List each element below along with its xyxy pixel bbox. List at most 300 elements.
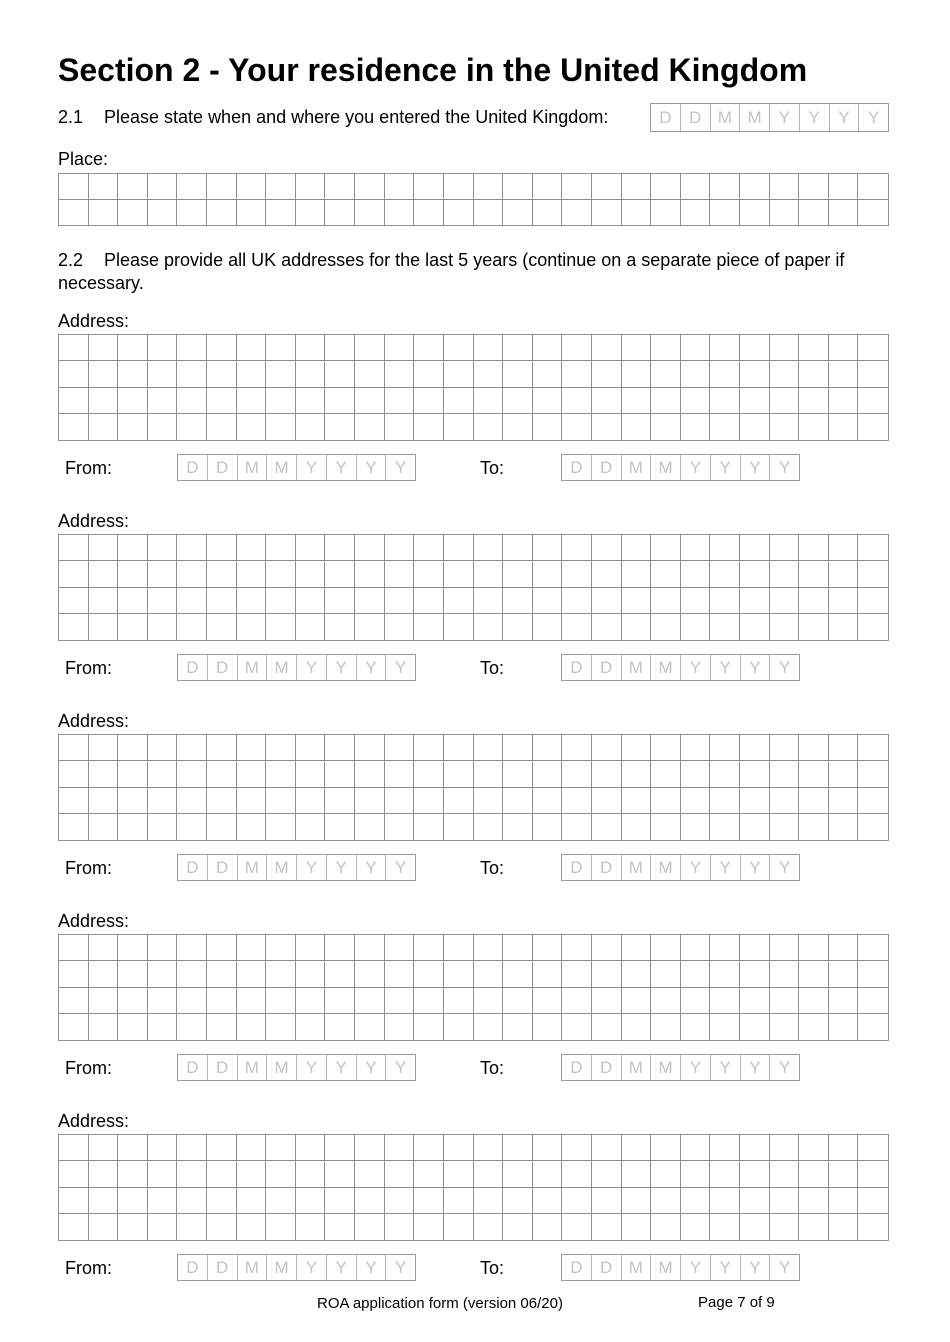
- character-box[interactable]: [533, 788, 563, 814]
- character-box[interactable]: [296, 988, 326, 1014]
- character-box[interactable]: [414, 988, 444, 1014]
- character-box[interactable]: [770, 561, 800, 587]
- character-box[interactable]: [207, 200, 237, 226]
- character-box[interactable]: [177, 1214, 207, 1240]
- character-box[interactable]: [118, 388, 148, 414]
- character-box[interactable]: [651, 814, 681, 840]
- character-box[interactable]: [770, 961, 800, 987]
- character-box[interactable]: [622, 814, 652, 840]
- month-box[interactable]: M: [711, 104, 741, 131]
- character-box[interactable]: [770, 935, 800, 961]
- character-box[interactable]: [533, 961, 563, 987]
- character-box[interactable]: [799, 335, 829, 361]
- character-box[interactable]: [148, 1188, 178, 1214]
- character-box[interactable]: [59, 414, 89, 440]
- character-box[interactable]: [296, 761, 326, 787]
- character-box[interactable]: [503, 1135, 533, 1161]
- character-box[interactable]: [651, 1188, 681, 1214]
- character-box[interactable]: [444, 1014, 474, 1040]
- character-box[interactable]: [533, 1161, 563, 1187]
- character-box[interactable]: [770, 788, 800, 814]
- character-box[interactable]: [89, 535, 119, 561]
- character-box[interactable]: [829, 1161, 859, 1187]
- character-box[interactable]: [177, 761, 207, 787]
- character-box[interactable]: [533, 935, 563, 961]
- character-box[interactable]: [266, 535, 296, 561]
- character-box[interactable]: [118, 961, 148, 987]
- character-box[interactable]: [89, 200, 119, 226]
- character-box[interactable]: [533, 414, 563, 440]
- character-box[interactable]: [177, 588, 207, 614]
- character-box[interactable]: [148, 1161, 178, 1187]
- character-box[interactable]: [237, 174, 267, 200]
- character-box[interactable]: [237, 535, 267, 561]
- character-box[interactable]: [710, 535, 740, 561]
- character-box[interactable]: [444, 1135, 474, 1161]
- character-box[interactable]: [592, 761, 622, 787]
- character-box[interactable]: [89, 335, 119, 361]
- character-box[interactable]: [503, 335, 533, 361]
- character-box[interactable]: [799, 588, 829, 614]
- month-box[interactable]: M: [622, 455, 652, 480]
- character-box[interactable]: [444, 361, 474, 387]
- character-box[interactable]: [651, 561, 681, 587]
- character-box[interactable]: [266, 174, 296, 200]
- character-box[interactable]: [651, 614, 681, 640]
- character-box[interactable]: [770, 200, 800, 226]
- character-box[interactable]: [474, 735, 504, 761]
- character-box[interactable]: [592, 361, 622, 387]
- character-box[interactable]: [533, 535, 563, 561]
- character-box[interactable]: [474, 988, 504, 1014]
- character-box[interactable]: [385, 588, 415, 614]
- character-box[interactable]: [414, 1214, 444, 1240]
- month-box[interactable]: M: [651, 855, 681, 880]
- character-box[interactable]: [148, 788, 178, 814]
- month-box[interactable]: M: [651, 655, 681, 680]
- character-box[interactable]: [355, 735, 385, 761]
- character-box[interactable]: [385, 1135, 415, 1161]
- character-box[interactable]: [740, 614, 770, 640]
- character-box[interactable]: [414, 588, 444, 614]
- character-box[interactable]: [444, 414, 474, 440]
- character-box[interactable]: [681, 935, 711, 961]
- character-box[interactable]: [59, 174, 89, 200]
- character-box[interactable]: [207, 561, 237, 587]
- character-box[interactable]: [799, 788, 829, 814]
- character-box[interactable]: [59, 935, 89, 961]
- character-box[interactable]: [444, 935, 474, 961]
- character-box[interactable]: [681, 361, 711, 387]
- character-box[interactable]: [740, 788, 770, 814]
- character-box[interactable]: [858, 361, 888, 387]
- character-box[interactable]: [385, 200, 415, 226]
- character-box[interactable]: [651, 174, 681, 200]
- character-box[interactable]: [533, 174, 563, 200]
- character-box[interactable]: [592, 1161, 622, 1187]
- character-box[interactable]: [89, 961, 119, 987]
- character-box[interactable]: [296, 388, 326, 414]
- character-box[interactable]: [858, 414, 888, 440]
- character-box[interactable]: [562, 174, 592, 200]
- character-box[interactable]: [266, 561, 296, 587]
- character-box[interactable]: [207, 1014, 237, 1040]
- character-box[interactable]: [266, 414, 296, 440]
- character-box[interactable]: [503, 388, 533, 414]
- character-box[interactable]: [533, 561, 563, 587]
- character-box[interactable]: [414, 561, 444, 587]
- character-box[interactable]: [148, 561, 178, 587]
- character-box[interactable]: [829, 935, 859, 961]
- year-box[interactable]: Y: [867, 107, 880, 127]
- character-box[interactable]: [118, 588, 148, 614]
- character-box[interactable]: [385, 735, 415, 761]
- year-box[interactable]: Y: [800, 104, 830, 131]
- character-box[interactable]: [207, 588, 237, 614]
- character-box[interactable]: [474, 588, 504, 614]
- month-box[interactable]: M: [267, 655, 297, 680]
- character-box[interactable]: [681, 535, 711, 561]
- character-box[interactable]: [148, 1135, 178, 1161]
- character-box[interactable]: [858, 788, 888, 814]
- character-box[interactable]: [89, 988, 119, 1014]
- year-box[interactable]: Y: [327, 855, 357, 880]
- character-box[interactable]: [740, 561, 770, 587]
- character-box[interactable]: [622, 614, 652, 640]
- character-box[interactable]: [651, 1014, 681, 1040]
- character-box[interactable]: [385, 614, 415, 640]
- character-box[interactable]: [562, 988, 592, 1014]
- character-box[interactable]: [237, 1188, 267, 1214]
- character-box[interactable]: [799, 1188, 829, 1214]
- character-box[interactable]: [237, 961, 267, 987]
- character-box[interactable]: [829, 361, 859, 387]
- character-box[interactable]: [89, 588, 119, 614]
- character-box[interactable]: [770, 1214, 800, 1240]
- character-box[interactable]: [858, 814, 888, 840]
- character-box[interactable]: [118, 535, 148, 561]
- character-box[interactable]: [858, 735, 888, 761]
- entry-date-field[interactable]: [650, 103, 889, 132]
- character-box[interactable]: [237, 1214, 267, 1240]
- character-box[interactable]: [444, 614, 474, 640]
- character-box[interactable]: [355, 174, 385, 200]
- year-box[interactable]: Y: [711, 455, 741, 480]
- character-box[interactable]: [533, 735, 563, 761]
- character-box[interactable]: [799, 388, 829, 414]
- character-box[interactable]: [740, 1161, 770, 1187]
- year-box[interactable]: Y: [394, 1057, 407, 1077]
- day-box[interactable]: D: [178, 1255, 208, 1280]
- character-box[interactable]: [533, 361, 563, 387]
- character-box[interactable]: [503, 1014, 533, 1040]
- character-box[interactable]: [444, 961, 474, 987]
- character-box[interactable]: [503, 361, 533, 387]
- character-box[interactable]: [622, 535, 652, 561]
- character-box[interactable]: [266, 935, 296, 961]
- character-box[interactable]: [858, 614, 888, 640]
- character-box[interactable]: [414, 935, 444, 961]
- character-box[interactable]: [740, 388, 770, 414]
- character-box[interactable]: [533, 761, 563, 787]
- character-box[interactable]: [355, 1214, 385, 1240]
- character-box[interactable]: [770, 335, 800, 361]
- year-box[interactable]: Y: [711, 855, 741, 880]
- character-box[interactable]: [385, 1214, 415, 1240]
- character-box[interactable]: [296, 174, 326, 200]
- character-box[interactable]: [858, 935, 888, 961]
- character-box[interactable]: [562, 561, 592, 587]
- character-box[interactable]: [325, 735, 355, 761]
- day-box[interactable]: D: [592, 455, 622, 480]
- year-box[interactable]: Y: [681, 855, 711, 880]
- character-box[interactable]: [237, 735, 267, 761]
- character-box[interactable]: [355, 1014, 385, 1040]
- character-box[interactable]: [562, 335, 592, 361]
- character-box[interactable]: [681, 1014, 711, 1040]
- character-box[interactable]: [503, 174, 533, 200]
- character-box[interactable]: [296, 414, 326, 440]
- character-box[interactable]: [177, 200, 207, 226]
- character-box[interactable]: [562, 814, 592, 840]
- character-box[interactable]: [118, 761, 148, 787]
- character-box[interactable]: [474, 1214, 504, 1240]
- character-box[interactable]: [770, 174, 800, 200]
- character-box[interactable]: [681, 961, 711, 987]
- character-box[interactable]: [296, 1214, 326, 1240]
- character-box[interactable]: [503, 761, 533, 787]
- month-box[interactable]: M: [622, 1055, 652, 1080]
- character-box[interactable]: [59, 961, 89, 987]
- character-box[interactable]: [414, 335, 444, 361]
- character-box[interactable]: [177, 614, 207, 640]
- character-box[interactable]: [148, 1214, 178, 1240]
- character-box[interactable]: [355, 388, 385, 414]
- character-box[interactable]: [770, 535, 800, 561]
- character-box[interactable]: [503, 414, 533, 440]
- character-box[interactable]: [503, 1188, 533, 1214]
- character-box[interactable]: [355, 561, 385, 587]
- character-box[interactable]: [325, 174, 355, 200]
- character-box[interactable]: [296, 200, 326, 226]
- character-box[interactable]: [829, 588, 859, 614]
- character-box[interactable]: [325, 1014, 355, 1040]
- character-box[interactable]: [296, 1014, 326, 1040]
- character-box[interactable]: [266, 988, 296, 1014]
- character-box[interactable]: [503, 614, 533, 640]
- character-box[interactable]: [444, 761, 474, 787]
- character-box[interactable]: [710, 961, 740, 987]
- year-box[interactable]: Y: [357, 1255, 387, 1280]
- character-box[interactable]: [858, 388, 888, 414]
- character-box[interactable]: [325, 561, 355, 587]
- day-box[interactable]: D: [562, 855, 592, 880]
- character-box[interactable]: [592, 1214, 622, 1240]
- day-box[interactable]: D: [592, 855, 622, 880]
- year-box[interactable]: Y: [741, 1255, 771, 1280]
- character-box[interactable]: [799, 200, 829, 226]
- character-box[interactable]: [266, 200, 296, 226]
- character-box[interactable]: [444, 788, 474, 814]
- character-box[interactable]: [474, 788, 504, 814]
- character-box[interactable]: [414, 961, 444, 987]
- character-box[interactable]: [562, 1188, 592, 1214]
- character-box[interactable]: [651, 988, 681, 1014]
- character-box[interactable]: [118, 414, 148, 440]
- character-box[interactable]: [651, 588, 681, 614]
- character-box[interactable]: [858, 561, 888, 587]
- day-box[interactable]: D: [562, 655, 592, 680]
- character-box[interactable]: [89, 735, 119, 761]
- character-box[interactable]: [770, 1188, 800, 1214]
- character-box[interactable]: [177, 1188, 207, 1214]
- character-box[interactable]: [858, 174, 888, 200]
- character-box[interactable]: [118, 1161, 148, 1187]
- year-box[interactable]: Y: [394, 1257, 407, 1277]
- character-box[interactable]: [622, 735, 652, 761]
- character-box[interactable]: [266, 1214, 296, 1240]
- character-box[interactable]: [592, 735, 622, 761]
- character-box[interactable]: [592, 414, 622, 440]
- character-box[interactable]: [829, 174, 859, 200]
- character-box[interactable]: [770, 614, 800, 640]
- character-box[interactable]: [474, 1188, 504, 1214]
- character-box[interactable]: [148, 961, 178, 987]
- character-box[interactable]: [237, 388, 267, 414]
- character-box[interactable]: [710, 761, 740, 787]
- character-box[interactable]: [414, 1135, 444, 1161]
- character-box[interactable]: [325, 988, 355, 1014]
- day-box[interactable]: D: [178, 1055, 208, 1080]
- day-box[interactable]: D: [651, 104, 681, 131]
- character-box[interactable]: [562, 1161, 592, 1187]
- character-box[interactable]: [237, 988, 267, 1014]
- character-box[interactable]: [89, 414, 119, 440]
- character-box[interactable]: [207, 388, 237, 414]
- character-box[interactable]: [118, 988, 148, 1014]
- character-box[interactable]: [592, 561, 622, 587]
- character-box[interactable]: [858, 1188, 888, 1214]
- character-box[interactable]: [562, 961, 592, 987]
- character-box[interactable]: [207, 988, 237, 1014]
- character-box[interactable]: [681, 388, 711, 414]
- character-box[interactable]: [266, 761, 296, 787]
- character-box[interactable]: [474, 1161, 504, 1187]
- character-box[interactable]: [325, 1135, 355, 1161]
- character-box[interactable]: [592, 200, 622, 226]
- character-box[interactable]: [858, 588, 888, 614]
- year-box[interactable]: Y: [681, 655, 711, 680]
- character-box[interactable]: [799, 1161, 829, 1187]
- character-box[interactable]: [266, 1161, 296, 1187]
- character-box[interactable]: [592, 961, 622, 987]
- character-box[interactable]: [858, 335, 888, 361]
- character-box[interactable]: [622, 1161, 652, 1187]
- year-box[interactable]: Y: [357, 1055, 387, 1080]
- character-box[interactable]: [296, 361, 326, 387]
- character-box[interactable]: [533, 814, 563, 840]
- to-date-field[interactable]: [561, 1254, 800, 1281]
- character-box[interactable]: [59, 1135, 89, 1161]
- character-box[interactable]: [474, 200, 504, 226]
- character-box[interactable]: [858, 988, 888, 1014]
- month-box[interactable]: M: [238, 455, 268, 480]
- character-box[interactable]: [740, 1014, 770, 1040]
- character-box[interactable]: [710, 561, 740, 587]
- character-box[interactable]: [533, 1014, 563, 1040]
- character-box[interactable]: [207, 1214, 237, 1240]
- character-box[interactable]: [622, 788, 652, 814]
- year-box[interactable]: Y: [297, 455, 327, 480]
- character-box[interactable]: [325, 961, 355, 987]
- character-box[interactable]: [148, 388, 178, 414]
- character-box[interactable]: [148, 814, 178, 840]
- character-box[interactable]: [651, 935, 681, 961]
- character-box[interactable]: [474, 388, 504, 414]
- to-date-field[interactable]: [561, 454, 800, 481]
- character-box[interactable]: [266, 814, 296, 840]
- character-box[interactable]: [296, 535, 326, 561]
- character-box[interactable]: [237, 335, 267, 361]
- year-box[interactable]: Y: [830, 104, 860, 131]
- character-box[interactable]: [414, 614, 444, 640]
- character-box[interactable]: [296, 1161, 326, 1187]
- year-box[interactable]: Y: [770, 104, 800, 131]
- character-box[interactable]: [592, 935, 622, 961]
- character-box[interactable]: [858, 1135, 888, 1161]
- character-box[interactable]: [829, 1188, 859, 1214]
- character-box[interactable]: [177, 414, 207, 440]
- character-box[interactable]: [710, 388, 740, 414]
- character-box[interactable]: [355, 1135, 385, 1161]
- character-box[interactable]: [592, 1135, 622, 1161]
- character-box[interactable]: [207, 814, 237, 840]
- character-box[interactable]: [444, 561, 474, 587]
- character-box[interactable]: [710, 1214, 740, 1240]
- year-box[interactable]: Y: [778, 657, 791, 677]
- day-box[interactable]: D: [562, 455, 592, 480]
- character-box[interactable]: [207, 535, 237, 561]
- character-box[interactable]: [592, 335, 622, 361]
- character-box[interactable]: [207, 1135, 237, 1161]
- year-box[interactable]: Y: [394, 857, 407, 877]
- character-box[interactable]: [829, 388, 859, 414]
- character-box[interactable]: [651, 335, 681, 361]
- character-box[interactable]: [681, 561, 711, 587]
- character-box[interactable]: [622, 1188, 652, 1214]
- character-box[interactable]: [355, 535, 385, 561]
- character-box[interactable]: [414, 1188, 444, 1214]
- character-box[interactable]: [681, 174, 711, 200]
- character-box[interactable]: [207, 735, 237, 761]
- character-box[interactable]: [710, 614, 740, 640]
- character-box[interactable]: [710, 1135, 740, 1161]
- character-box[interactable]: [651, 200, 681, 226]
- character-box[interactable]: [177, 788, 207, 814]
- from-date-field[interactable]: [177, 654, 416, 681]
- character-box[interactable]: [740, 761, 770, 787]
- character-box[interactable]: [858, 1014, 888, 1040]
- character-box[interactable]: [651, 414, 681, 440]
- character-box[interactable]: [474, 814, 504, 840]
- character-box[interactable]: [829, 735, 859, 761]
- character-box[interactable]: [681, 588, 711, 614]
- character-box[interactable]: [681, 200, 711, 226]
- character-box[interactable]: [533, 588, 563, 614]
- character-box[interactable]: [799, 1014, 829, 1040]
- character-box[interactable]: [829, 414, 859, 440]
- character-box[interactable]: [770, 414, 800, 440]
